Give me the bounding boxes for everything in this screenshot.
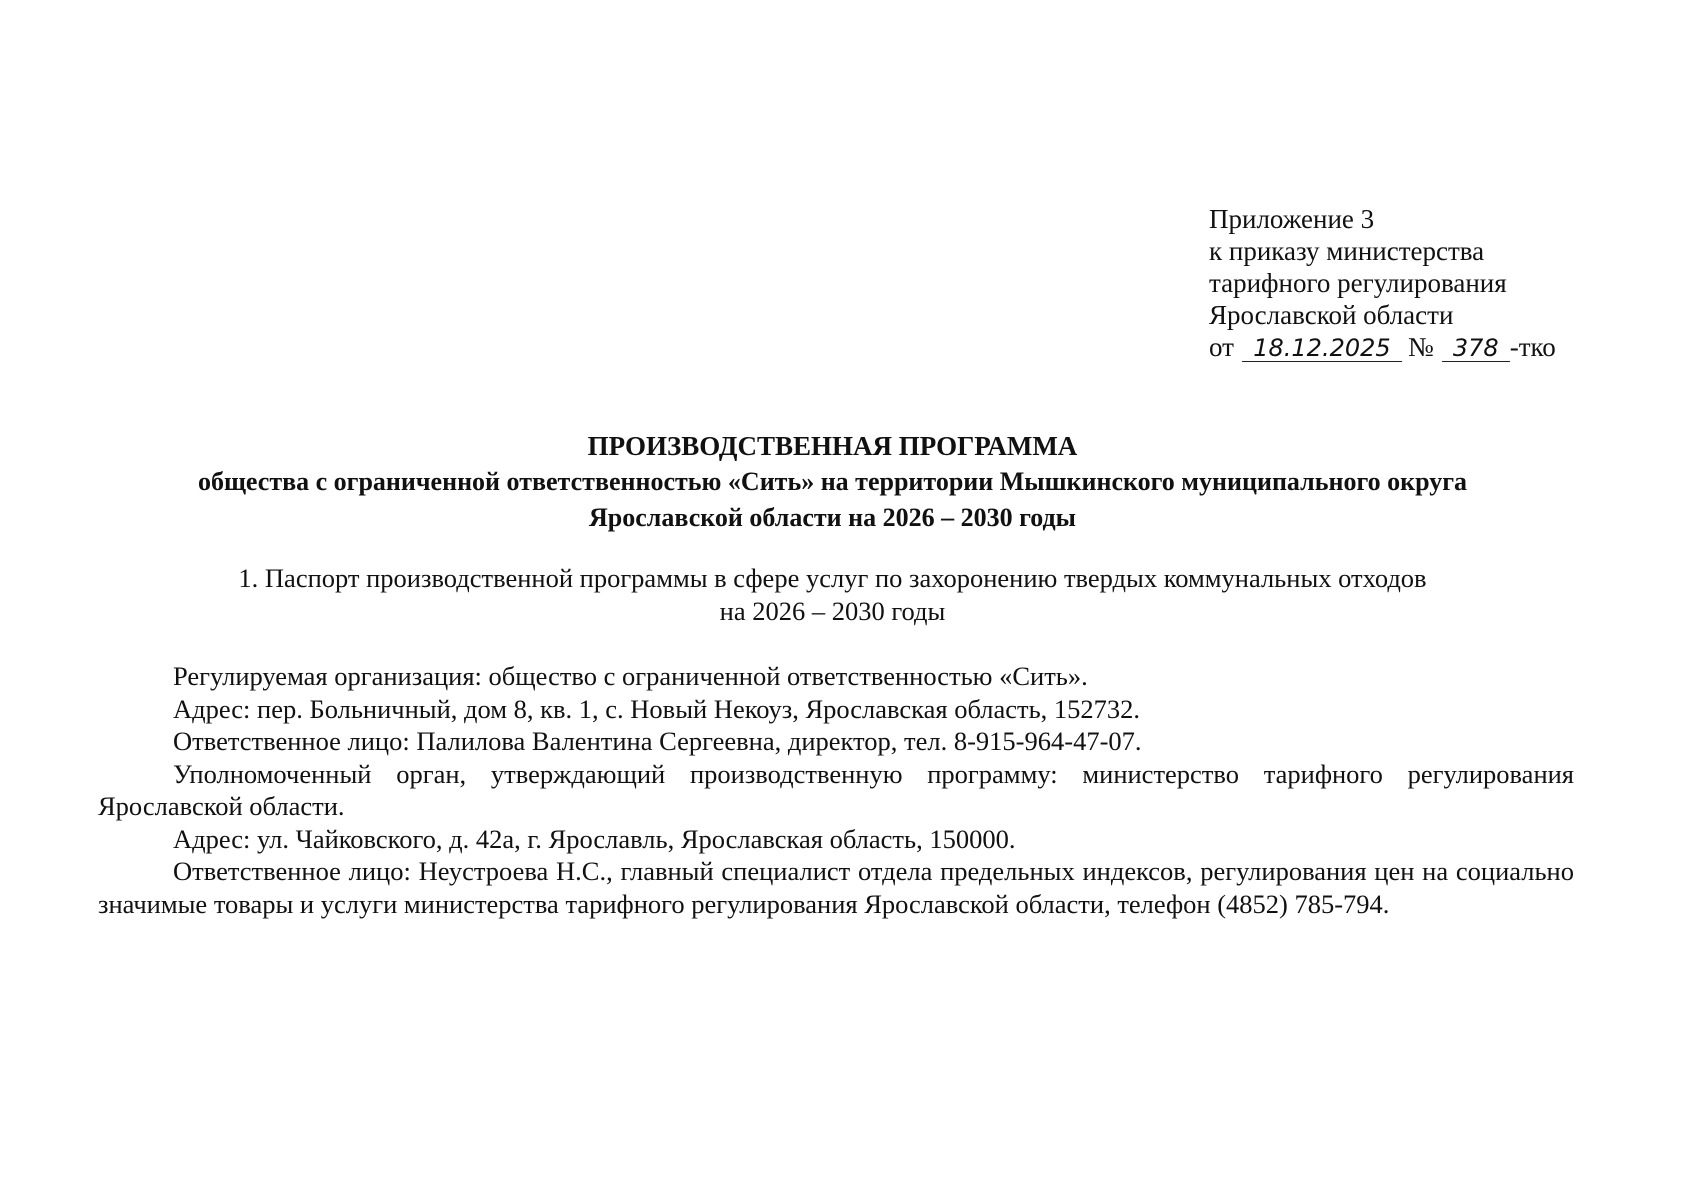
appendix-number-label: № bbox=[1407, 332, 1434, 362]
section-heading bbox=[90, 562, 1575, 628]
appendix-ministry: тарифного регулирования bbox=[1209, 268, 1507, 298]
appendix-region: Ярославской области bbox=[1209, 300, 1454, 330]
document-title-block bbox=[90, 428, 1575, 536]
paragraph-authorized-body: Уполномоченный орган, утверждающий производственную программу: министерство тарифного регулирования Ярославской области. bbox=[98, 758, 1574, 821]
handwritten-date: 18.12.2025 bbox=[1242, 335, 1402, 362]
paragraph-regulated-organization: Регулируемая организация: общество с ограниченной ответственностью «Сить». bbox=[173, 661, 1088, 691]
handwritten-order-number: 378 bbox=[1442, 335, 1510, 362]
passport-body bbox=[98, 660, 1574, 920]
appendix-title: Приложение 3 bbox=[1209, 204, 1375, 234]
appendix-from-label: от bbox=[1209, 332, 1234, 362]
document-title: ПРОИЗВОДСТВЕННАЯ ПРОГРАММА bbox=[587, 431, 1078, 461]
appendix-order-ref: к приказу министерства bbox=[1209, 236, 1485, 266]
section-heading-line2: на 2026 – 2030 годы bbox=[719, 596, 946, 626]
paragraph-organization-address: Адрес: пер. Больничный, дом 8, кв. 1, с. Новый Некоуз, Ярославская область, 152732. bbox=[173, 693, 1141, 724]
paragraph-organization-contact: Ответственное лицо: Палилова Валентина Сергеевна, директор, тел. 8-915-964-47-07. bbox=[173, 726, 1142, 756]
paragraph-authority-contact: Ответственное лицо: Неустроева Н.С., главный специалист отдела предельных индексов, регулирования цен на социально значимые товары и услуги министерства тарифного регулирования Ярославской области, телефон (4852) 785-794. bbox=[98, 856, 1574, 919]
appendix-number-suffix: -тко bbox=[1509, 332, 1556, 362]
paragraph-authority-address: Адрес: ул. Чайковского, д. 42а, г. Ярославль, Ярославская область, 150000. bbox=[173, 823, 1016, 854]
document-subtitle-period: Ярославской области на 2026 – 2030 годы bbox=[589, 503, 1076, 532]
section-heading-line1: 1. Паспорт производственной программы в сфере услуг по захоронению твердых коммунальных отходов bbox=[238, 563, 1427, 593]
document-subtitle-organization: общества с ограниченной ответственностью «Сить» на территории Мышкинского муниципального округа bbox=[197, 467, 1468, 496]
appendix-block bbox=[1209, 203, 1556, 363]
appendix-date-number-line bbox=[1209, 331, 1556, 363]
